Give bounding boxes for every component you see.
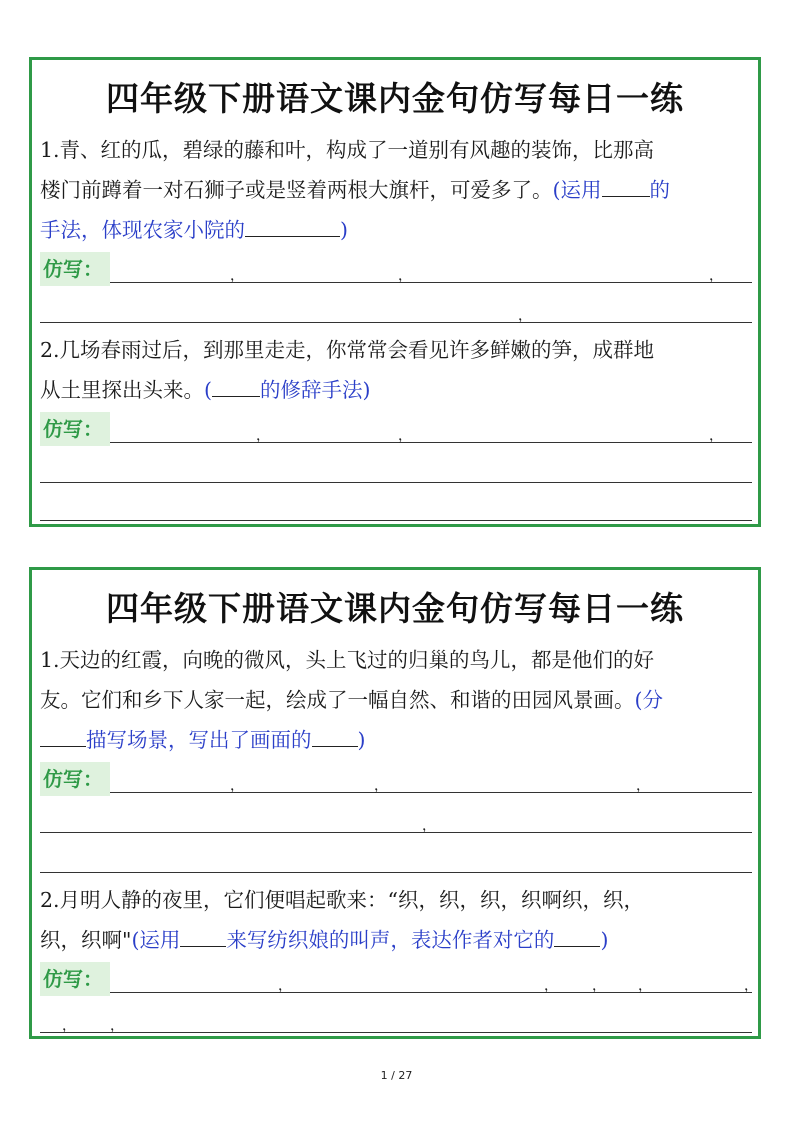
question-1-line-2: 友。它们和乡下人家一起，绘成了一幅自然、和谐的田园风景画。(分 bbox=[40, 688, 663, 712]
card-title: 四年级下册语文课内金句仿写每日一练 bbox=[106, 589, 684, 628]
writing-line[interactable] bbox=[40, 1032, 752, 1033]
page-number: 1 / 27 bbox=[380, 1069, 413, 1082]
imitate-label: 仿写： bbox=[40, 412, 110, 446]
question-2-line-1: 2.月明人静的夜里，它们便唱起歌来：“织，织，织，织啊织，织， bbox=[40, 888, 645, 912]
answer-blank[interactable] bbox=[245, 214, 340, 237]
answer-blank[interactable] bbox=[554, 924, 600, 947]
answer-blank[interactable] bbox=[312, 724, 358, 747]
question-1-line-2: 楼门前蹲着一对石狮子或是竖着两根大旗杆，可爱多了。(运用 的 bbox=[40, 170, 752, 210]
writing-line[interactable] bbox=[40, 322, 752, 323]
writing-line[interactable] bbox=[110, 792, 752, 793]
question-2-line-1: 2.几场春雨过后，到那里走走，你常常会看见许多鲜嫩的笋，成群地 bbox=[40, 338, 655, 362]
question-2-line-2: 从土里探出头来。( 的修辞手法) bbox=[40, 370, 752, 410]
card-title: 四年级下册语文课内金句仿写每日一练 bbox=[106, 79, 684, 118]
prompt-text: (运用 bbox=[552, 178, 602, 202]
exercise-card-1: 四年级下册语文课内金句仿写每日一练 1.青、红的瓜，碧绿的藤和叶，构成了一道别有风趣的装饰，比那高 楼门前蹲着一对石狮子或是竖着两根大旗杆，可爱多了。(运用 的 手法，体现农家小院的 ) 仿写： ， ， ， ， 2.几场春雨过后，到那里走走，你常常会看见许多鲜嫩的笋，成群地 从土里探出头来。( 的修辞手法) 仿写： ， ， ， bbox=[29, 57, 761, 527]
writing-line[interactable] bbox=[110, 442, 752, 443]
question-1-line-1: 1.天边的红霞，向晚的微风，头上飞过的归巢的鸟儿，都是他们的好 bbox=[40, 648, 655, 672]
question-1-line-3: 描写场景，写出了画面的 ) bbox=[40, 720, 752, 760]
writing-line[interactable] bbox=[40, 872, 752, 873]
question-1-line-3: 手法，体现农家小院的 ) bbox=[40, 210, 752, 250]
question-1-line-1: 1.青、红的瓜，碧绿的藤和叶，构成了一道别有风趣的装饰，比那高 bbox=[40, 138, 655, 162]
writing-line[interactable] bbox=[40, 482, 752, 483]
answer-blank[interactable] bbox=[602, 174, 650, 197]
writing-line[interactable] bbox=[110, 282, 752, 283]
answer-blank[interactable] bbox=[40, 724, 86, 747]
exercise-card-2: 四年级下册语文课内金句仿写每日一练 1.天边的红霞，向晚的微风，头上飞过的归巢的鸟儿，都是他们的好 友。它们和乡下人家一起，绘成了一幅自然、和谐的田园风景画。(分 描写场景，写出了画面的 ) 仿写： ， ， ， ， 2.月明人静的夜里，它们便唱起歌来：“织，织，织，织啊织，织， 织，织啊"(运用 来写纺织娘的叫声，表达作者对它的 ) 仿写： ， ， ， ， ， ， ， bbox=[29, 567, 761, 1039]
writing-line[interactable] bbox=[40, 520, 752, 521]
answer-blank[interactable] bbox=[212, 374, 260, 397]
imitate-label: 仿写： bbox=[40, 962, 110, 996]
writing-line[interactable] bbox=[110, 992, 752, 993]
answer-blank[interactable] bbox=[180, 924, 226, 947]
imitate-label: 仿写： bbox=[40, 762, 110, 796]
imitate-label: 仿写： bbox=[40, 252, 110, 286]
writing-line[interactable] bbox=[40, 832, 752, 833]
question-2-line-2: 织，织啊"(运用 来写纺织娘的叫声，表达作者对它的 ) bbox=[40, 920, 752, 960]
